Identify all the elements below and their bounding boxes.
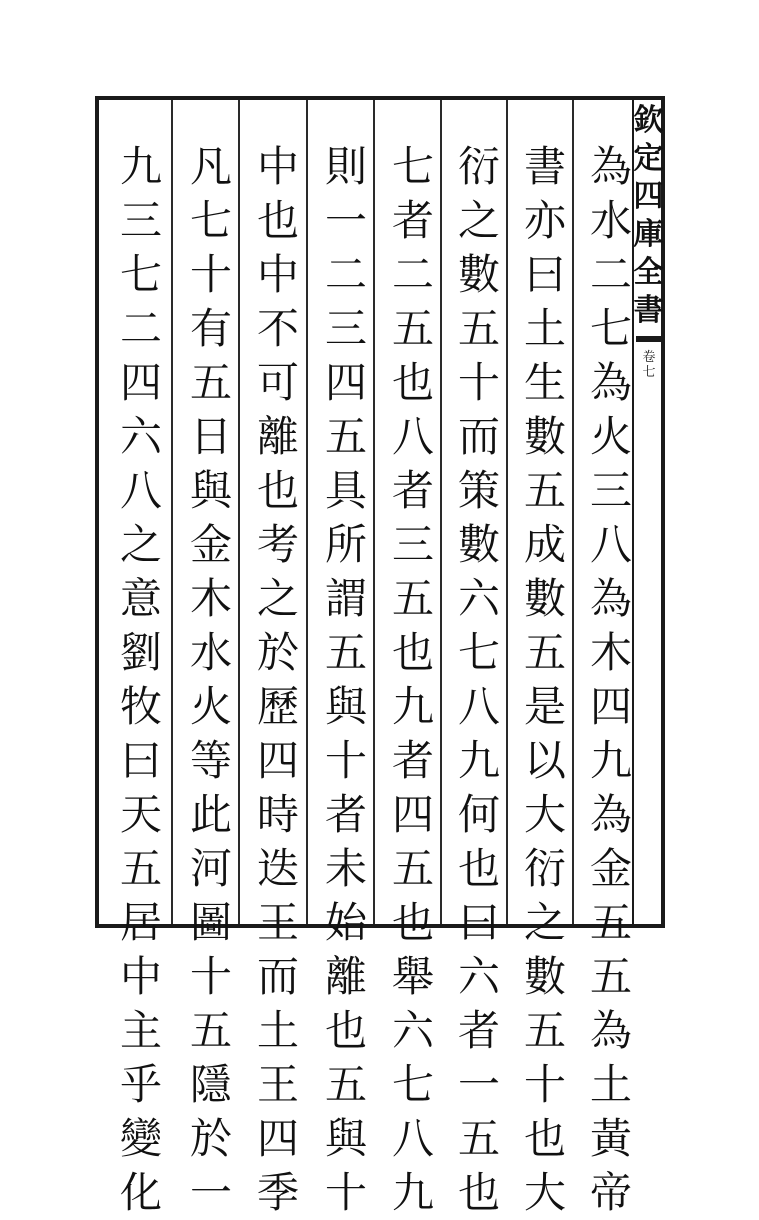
glyph: 中 bbox=[256, 250, 299, 299]
glyph: 衍 bbox=[523, 844, 566, 893]
glyph: 木 bbox=[589, 628, 632, 677]
glyph: 劉 bbox=[119, 628, 162, 677]
column-rule bbox=[373, 100, 375, 924]
glyph: 歷 bbox=[256, 682, 299, 731]
glyph: 者 bbox=[457, 1006, 500, 1055]
glyph: 迭 bbox=[256, 844, 299, 893]
glyph: 數 bbox=[457, 250, 500, 299]
glyph: 曰 bbox=[119, 736, 162, 785]
glyph: 五 bbox=[189, 358, 232, 407]
glyph: 五 bbox=[391, 844, 434, 893]
glyph: 書 bbox=[633, 293, 664, 328]
glyph: 之 bbox=[523, 898, 566, 947]
glyph: 之 bbox=[256, 574, 299, 623]
glyph: 五 bbox=[324, 1060, 367, 1109]
glyph: 為 bbox=[589, 574, 632, 623]
glyph: 六 bbox=[391, 1006, 434, 1055]
glyph: 則 bbox=[324, 142, 367, 191]
fishtail-mark bbox=[636, 336, 662, 342]
glyph: 圖 bbox=[189, 898, 232, 947]
glyph: 謂 bbox=[324, 574, 367, 623]
glyph: 五 bbox=[189, 1006, 232, 1055]
glyph: 策 bbox=[457, 466, 500, 515]
glyph: 四 bbox=[256, 1114, 299, 1163]
glyph: 者 bbox=[391, 466, 434, 515]
glyph: 欽 bbox=[633, 103, 664, 138]
glyph: 也 bbox=[256, 466, 299, 515]
glyph: 時 bbox=[256, 790, 299, 839]
glyph: 八 bbox=[391, 1114, 434, 1163]
glyph: 五 bbox=[523, 628, 566, 677]
glyph: 書 bbox=[523, 142, 566, 191]
glyph: 也 bbox=[391, 898, 434, 947]
glyph: 帝 bbox=[589, 1168, 632, 1217]
glyph: 火 bbox=[189, 682, 232, 731]
glyph: 五 bbox=[457, 304, 500, 353]
glyph: 舉 bbox=[391, 952, 434, 1001]
glyph: 數 bbox=[523, 412, 566, 461]
glyph: 天 bbox=[119, 790, 162, 839]
glyph: 八 bbox=[391, 412, 434, 461]
glyph: 卷 bbox=[642, 350, 656, 365]
glyph: 六 bbox=[457, 574, 500, 623]
glyph: 三 bbox=[589, 466, 632, 515]
glyph: 五 bbox=[523, 1006, 566, 1055]
glyph: 具 bbox=[324, 466, 367, 515]
text-column-1 bbox=[586, 140, 636, 1220]
glyph: 離 bbox=[324, 952, 367, 1001]
glyph: 水 bbox=[189, 628, 232, 677]
glyph: 十 bbox=[324, 1168, 367, 1217]
glyph: 也 bbox=[457, 1168, 500, 1217]
glyph: 牧 bbox=[119, 682, 162, 731]
glyph: 五 bbox=[457, 1114, 500, 1163]
glyph: 二 bbox=[119, 304, 162, 353]
glyph: 黃 bbox=[589, 1114, 632, 1163]
glyph: 日 bbox=[189, 412, 232, 461]
glyph: 八 bbox=[457, 682, 500, 731]
glyph: 水 bbox=[589, 196, 632, 245]
glyph: 數 bbox=[523, 574, 566, 623]
glyph: 主 bbox=[119, 1006, 162, 1055]
glyph: 四 bbox=[633, 179, 664, 214]
glyph: 一 bbox=[324, 196, 367, 245]
glyph: 者 bbox=[391, 196, 434, 245]
glyph: 衍 bbox=[457, 142, 500, 191]
glyph: 季 bbox=[256, 1168, 299, 1217]
glyph: 有 bbox=[189, 304, 232, 353]
glyph: 中 bbox=[256, 142, 299, 191]
glyph: 曰 bbox=[523, 250, 566, 299]
glyph: 四 bbox=[589, 682, 632, 731]
column-rule bbox=[171, 100, 173, 924]
glyph: 五 bbox=[589, 898, 632, 947]
glyph: 居 bbox=[119, 898, 162, 947]
glyph: 凡 bbox=[189, 142, 232, 191]
glyph: 而 bbox=[457, 412, 500, 461]
glyph: 九 bbox=[119, 142, 162, 191]
glyph: 於 bbox=[256, 628, 299, 677]
glyph: 六 bbox=[119, 412, 162, 461]
glyph: 此 bbox=[189, 790, 232, 839]
glyph: 十 bbox=[189, 250, 232, 299]
glyph: 為 bbox=[589, 790, 632, 839]
column-rule bbox=[572, 100, 574, 924]
glyph: 與 bbox=[324, 682, 367, 731]
glyph: 變 bbox=[119, 1114, 162, 1163]
glyph: 王 bbox=[256, 898, 299, 947]
glyph: 成 bbox=[523, 520, 566, 569]
glyph: 未 bbox=[324, 844, 367, 893]
glyph: 五 bbox=[589, 952, 632, 1001]
glyph: 金 bbox=[589, 844, 632, 893]
text-column-6 bbox=[253, 140, 303, 1220]
glyph: 四 bbox=[324, 358, 367, 407]
glyph: 也 bbox=[256, 196, 299, 245]
glyph: 為 bbox=[589, 358, 632, 407]
glyph: 七 bbox=[457, 628, 500, 677]
glyph: 六 bbox=[457, 952, 500, 1001]
glyph: 為 bbox=[589, 1006, 632, 1055]
glyph: 九 bbox=[589, 736, 632, 785]
glyph: 一 bbox=[189, 1168, 232, 1217]
glyph: 三 bbox=[391, 520, 434, 569]
glyph: 者 bbox=[324, 790, 367, 839]
glyph: 大 bbox=[523, 790, 566, 839]
book-title bbox=[632, 102, 665, 330]
glyph: 庫 bbox=[633, 217, 664, 252]
glyph: 離 bbox=[256, 412, 299, 461]
glyph: 八 bbox=[589, 520, 632, 569]
glyph: 何 bbox=[457, 790, 500, 839]
text-column-2 bbox=[520, 140, 570, 1220]
glyph: 五 bbox=[324, 628, 367, 677]
glyph: 全 bbox=[633, 255, 664, 290]
text-column-8 bbox=[116, 140, 166, 1220]
glyph: 木 bbox=[189, 574, 232, 623]
glyph: 五 bbox=[119, 844, 162, 893]
glyph: 九 bbox=[391, 1168, 434, 1217]
column-rule bbox=[506, 100, 508, 924]
glyph: 二 bbox=[391, 250, 434, 299]
glyph: 七 bbox=[642, 365, 656, 380]
glyph: 者 bbox=[391, 736, 434, 785]
glyph: 四 bbox=[256, 736, 299, 785]
glyph: 所 bbox=[324, 520, 367, 569]
glyph: 九 bbox=[391, 682, 434, 731]
page-frame bbox=[95, 96, 665, 928]
text-column-3 bbox=[454, 140, 504, 1220]
glyph: 金 bbox=[189, 520, 232, 569]
glyph: 於 bbox=[189, 1114, 232, 1163]
glyph: 十 bbox=[324, 736, 367, 785]
glyph: 之 bbox=[457, 196, 500, 245]
glyph: 也 bbox=[391, 628, 434, 677]
glyph: 五 bbox=[324, 412, 367, 461]
column-rule bbox=[440, 100, 442, 924]
glyph: 十 bbox=[523, 1060, 566, 1109]
glyph: 河 bbox=[189, 844, 232, 893]
glyph: 與 bbox=[324, 1114, 367, 1163]
glyph: 數 bbox=[523, 952, 566, 1001]
glyph: 九 bbox=[457, 736, 500, 785]
text-column-4 bbox=[388, 140, 438, 1220]
glyph: 生 bbox=[523, 358, 566, 407]
glyph: 等 bbox=[189, 736, 232, 785]
glyph: 王 bbox=[256, 1060, 299, 1109]
glyph: 二 bbox=[324, 250, 367, 299]
glyph: 七 bbox=[391, 142, 434, 191]
glyph: 七 bbox=[119, 250, 162, 299]
glyph: 也 bbox=[457, 844, 500, 893]
glyph: 也 bbox=[523, 1114, 566, 1163]
glyph: 定 bbox=[633, 141, 664, 176]
glyph: 與 bbox=[189, 466, 232, 515]
glyph: 土 bbox=[523, 304, 566, 353]
glyph: 火 bbox=[589, 412, 632, 461]
glyph: 是 bbox=[523, 682, 566, 731]
text-column-5 bbox=[321, 140, 371, 1220]
glyph: 曰 bbox=[457, 898, 500, 947]
glyph: 八 bbox=[119, 466, 162, 515]
glyph: 大 bbox=[523, 1168, 566, 1217]
glyph: 隱 bbox=[189, 1060, 232, 1109]
glyph: 可 bbox=[256, 358, 299, 407]
glyph: 始 bbox=[324, 898, 367, 947]
glyph: 五 bbox=[391, 304, 434, 353]
glyph: 五 bbox=[523, 466, 566, 515]
text-column-7 bbox=[186, 140, 236, 1220]
glyph: 七 bbox=[189, 196, 232, 245]
glyph: 三 bbox=[119, 196, 162, 245]
glyph: 而 bbox=[256, 952, 299, 1001]
glyph: 考 bbox=[256, 520, 299, 569]
glyph: 為 bbox=[589, 142, 632, 191]
glyph: 十 bbox=[457, 358, 500, 407]
glyph: 以 bbox=[523, 736, 566, 785]
glyph: 七 bbox=[391, 1060, 434, 1109]
glyph: 乎 bbox=[119, 1060, 162, 1109]
glyph: 亦 bbox=[523, 196, 566, 245]
column-rule bbox=[238, 100, 240, 924]
column-rule bbox=[306, 100, 308, 924]
glyph: 意 bbox=[119, 574, 162, 623]
glyph: 十 bbox=[189, 952, 232, 1001]
glyph: 土 bbox=[589, 1060, 632, 1109]
glyph: 之 bbox=[119, 520, 162, 569]
glyph: 四 bbox=[391, 790, 434, 839]
glyph: 土 bbox=[256, 1006, 299, 1055]
glyph: 化 bbox=[119, 1168, 162, 1217]
glyph: 七 bbox=[589, 304, 632, 353]
glyph: 五 bbox=[391, 574, 434, 623]
glyph: 中 bbox=[119, 952, 162, 1001]
glyph: 二 bbox=[589, 250, 632, 299]
glyph: 不 bbox=[256, 304, 299, 353]
glyph: 三 bbox=[324, 304, 367, 353]
glyph: 四 bbox=[119, 358, 162, 407]
volume-label bbox=[634, 350, 664, 380]
glyph: 也 bbox=[391, 358, 434, 407]
glyph: 數 bbox=[457, 520, 500, 569]
glyph: 一 bbox=[457, 1060, 500, 1109]
glyph: 也 bbox=[324, 1006, 367, 1055]
